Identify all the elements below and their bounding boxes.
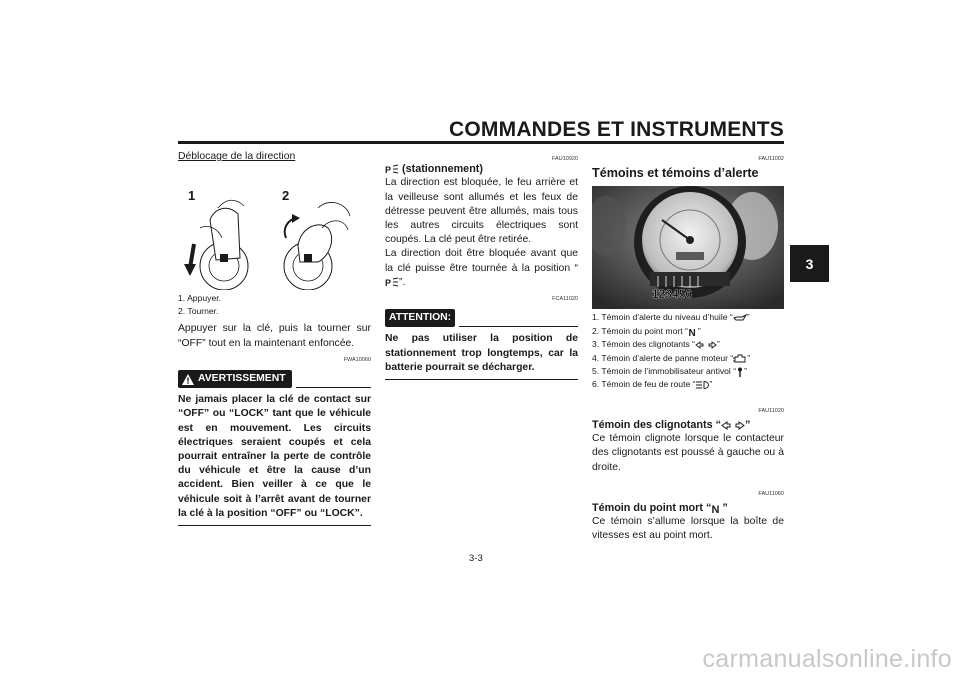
parking-position-icon (385, 277, 399, 287)
attention-line (459, 326, 578, 327)
legend-item-immobilizer: 5. Témoin de l’immobilisateur antivol “ ” (592, 366, 747, 377)
parking-body-2: La direction doit être bloquée avant que la clé puisse être tournée à la position “ P ”. (385, 248, 578, 288)
unlock-instructions: Appuyer sur la clé, puis la tourner sur “OFF” tout en la maintenant enfoncée. (178, 323, 371, 349)
parking-heading-text: (stationnement) (402, 163, 483, 176)
column-2 (385, 150, 578, 380)
attention-end-rule (385, 379, 578, 380)
dashboard-figure (592, 186, 784, 309)
section-heading-unlock: Déblocage de la direction (178, 151, 296, 162)
section-code: FAU11002 (758, 156, 784, 162)
warning-triangle-icon (182, 374, 194, 385)
engine-icon (733, 354, 747, 363)
svg-text:P: P (385, 165, 392, 175)
legend-item-engine: 4. Témoin d’alerte de panne moteur “ ” (592, 352, 751, 363)
turn-signal-icon (695, 341, 717, 349)
indicator-numbers: 123456 (652, 287, 693, 302)
section-code: FAU11060 (758, 490, 784, 497)
attention-header (385, 309, 578, 327)
attention-text: Ne pas utiliser la position de stationnement trop longtemps, car la batterie pourrait se décharger. (385, 333, 578, 373)
warning-header (178, 370, 371, 388)
parking-heading (385, 162, 578, 176)
key-figure (178, 168, 371, 290)
attention-label: ATTENTION: (389, 312, 452, 324)
legend-item-turn: 3. Témoin des clignotants “ ” (592, 339, 720, 350)
warning-end-rule (178, 525, 371, 526)
indicator-legend (592, 311, 784, 391)
turn-signal-icon (721, 421, 745, 430)
attention-code: FCA11020 (552, 296, 578, 303)
section-code: FAU10920 (552, 156, 578, 162)
turn-signal-heading: Témoin des clignotants “ ” (592, 419, 751, 432)
column-1 (178, 150, 371, 526)
indicators-heading: Témoins et témoins d’alerte (592, 166, 759, 181)
legend-item: 1. Appuyer. (178, 293, 222, 304)
warning-code: FWA10060 (343, 356, 371, 363)
page-title: COMMANDES ET INSTRUMENTS (449, 118, 784, 141)
svg-text:P: P (385, 278, 392, 288)
legend-item: 2. Tourner. (178, 305, 219, 316)
figure-label-2: 2 (282, 188, 290, 204)
section-code: FAU11020 (758, 407, 784, 414)
warning-line (296, 387, 371, 388)
svg-text:N: N (711, 503, 720, 514)
column-3 (592, 150, 784, 544)
warning-badge (178, 370, 292, 388)
key-icon (736, 367, 744, 377)
watermark: carmanualsonline.info (702, 645, 952, 673)
chapter-tab[interactable]: 3 (790, 245, 829, 282)
neutral-heading: Témoin du point mort “ N ” (592, 502, 728, 515)
warning-label: AVERTISSEMENT (198, 373, 286, 384)
neutral-icon (688, 327, 698, 337)
header-rule (178, 141, 784, 144)
attention-badge (385, 309, 455, 327)
parking-position-icon (385, 164, 399, 174)
parking-body-1: La direction est bloquée, le feu arrière et la veilleuse sont allumés et les feux de détresse peuvent être allumés, mais tous les autres circuits électriques sont coupés. La clé peut être retirée. (385, 177, 578, 246)
legend-item-highbeam: 6. Témoin de feu de route “ ” (592, 379, 713, 390)
turn-signal-body: Ce témoin clignote lorsque le contacteur des clignotants est poussé à gauche ou à droite. (592, 433, 784, 473)
neutral-body: Ce témoin s’allume lorsque la boîte de vitesses est au point mort. (592, 516, 784, 542)
legend-item-neutral: 2. Témoin du point mort “ N ” (592, 325, 701, 337)
neutral-icon (711, 503, 722, 514)
speedometer-photo (592, 186, 784, 309)
high-beam-icon (696, 381, 710, 389)
figure-label-1: 1 (188, 188, 196, 204)
warning-text: Ne jamais placer la clé de contact sur “OFF” ou “LOCK” tant que le véhicule est en mouvement. Les circuits électriques seraient coupés et cela pourrait entraîner la perte de contrôle du véhicule et être la cause d’un accident. Bien veiller à ce que le véhicule soit à l’arrêt avant de tourner la clé à la position “OFF” ou “LOCK”. (178, 394, 371, 519)
oil-can-icon (733, 314, 747, 322)
key-illustration (178, 168, 371, 290)
page-number: 3-3 (469, 553, 483, 564)
legend-item-oil: 1. Témoin d’alerte du niveau d’huile “ ” (592, 312, 750, 323)
svg-text:N: N (688, 327, 696, 337)
